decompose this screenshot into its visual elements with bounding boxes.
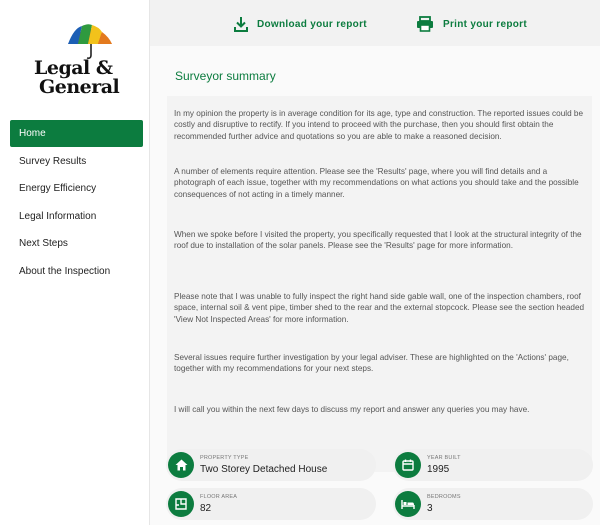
summary-paragraph: Several issues require further investigation by your legal adviser. These are highlighted on the 'Actions' page, together with my recommendations for your next steps.	[174, 353, 569, 374]
summary-paragraph: A number of elements require attention. Please see the 'Results' page, where you will find details and a photograph of each issue, together with my recommendations on what actions you should take and the possible consequences of not acting in a timely manner.	[174, 167, 579, 199]
sidebar-item-legal-information[interactable]: Legal Information	[19, 210, 97, 222]
sidebar	[0, 0, 150, 525]
bedrooms-label: BEDROOMS	[427, 494, 461, 500]
umbrella-logo-icon	[66, 22, 114, 60]
sidebar-item-survey-results[interactable]: Survey Results	[19, 155, 87, 167]
property-type-label: PROPERTY TYPE	[200, 455, 249, 461]
main-content	[150, 46, 600, 525]
section-title: Surveyor summary	[175, 69, 276, 83]
floor-area-label: FLOOR AREA	[200, 494, 238, 500]
sidebar-nav	[10, 120, 143, 285]
year-built-label: YEAR BUILT	[427, 455, 461, 461]
summary-paragraph: Please note that I was unable to fully inspect the right hand side gable wall, one of the inspection chambers, roof space, internal soil & vent pipe, timber shed to the rear and the external stopcock. Please see the section headed 'View Not Inspected Areas' for more information.	[174, 292, 585, 324]
brand-name-line1: Legal &	[34, 57, 113, 79]
property-type-value: Two Storey Detached House	[200, 464, 328, 475]
report-toolbar	[150, 0, 600, 46]
bedrooms-card	[393, 488, 593, 520]
bed-icon	[395, 491, 421, 517]
download-report-button[interactable]	[234, 13, 367, 35]
year-built-value: 1995	[427, 464, 450, 475]
download-report-label: Download your report	[257, 18, 367, 30]
brand-name-line2: General	[39, 76, 120, 98]
floor-plan-icon	[168, 491, 194, 517]
sidebar-item-energy-efficiency[interactable]: Energy Efficiency	[19, 183, 97, 194]
property-type-card	[166, 449, 376, 481]
summary-paragraph: In my opinion the property is in average condition for its age, type and construction. The reported issues could be costly and disruptive to rectify. If you intend to proceed with the purchase, then you should first obtain the recommended further advice and quotations so you are able to make a reasoned decision.	[174, 109, 584, 141]
print-report-label: Print your report	[443, 18, 527, 30]
year-built-card	[393, 449, 593, 481]
home-icon	[168, 452, 194, 478]
sidebar-item-next-steps[interactable]: Next Steps	[19, 238, 68, 249]
floor-area-card	[166, 488, 376, 520]
printer-icon	[416, 16, 434, 32]
sidebar-item-home[interactable]: Home	[10, 120, 143, 147]
brand-logo[interactable]	[26, 22, 126, 100]
download-icon	[234, 16, 248, 32]
print-report-button[interactable]	[416, 13, 527, 35]
calendar-icon	[395, 452, 421, 478]
bedrooms-value: 3	[427, 503, 433, 514]
summary-paragraph: When we spoke before I visited the property, you specifically requested that I look at the structural integrity of the roof due to installation of the solar panels. Please see the 'Results' page for more information.	[174, 230, 582, 251]
sidebar-item-about-inspection[interactable]: About the Inspection	[19, 265, 111, 277]
summary-paragraph: I will call you within the next few days to discuss my report and answer any queries you may have.	[174, 405, 530, 414]
surveyor-summary-panel	[167, 96, 592, 472]
floor-area-value: 82	[200, 503, 212, 514]
